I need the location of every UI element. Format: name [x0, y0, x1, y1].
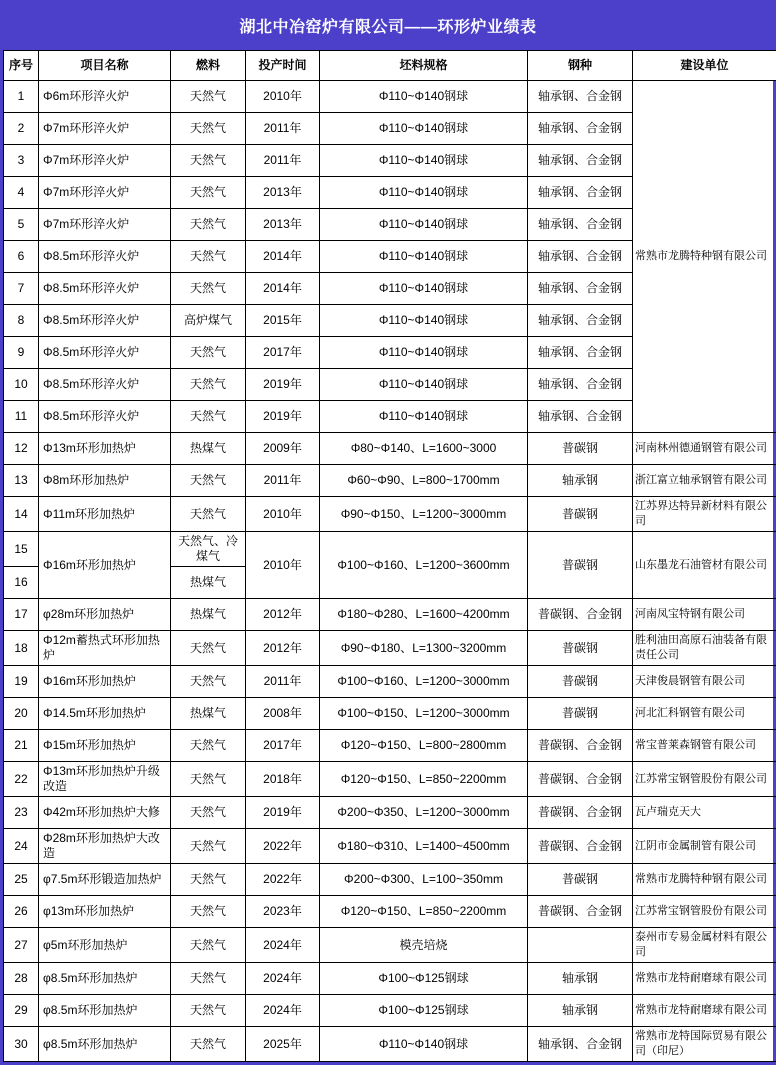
- cell-name: Φ14.5m环形加热炉: [39, 698, 171, 730]
- table-row: [4, 928, 776, 963]
- cell-name: φ8.5m环形加热炉: [39, 1027, 171, 1062]
- cell-steel: 轴承钢、合金钢: [528, 113, 633, 145]
- cell-steel: 普碳钢: [528, 532, 633, 599]
- cell-name: Φ8.5m环形淬火炉: [39, 273, 171, 305]
- cell-year: 2014年: [246, 241, 320, 273]
- cell-steel: 轴承钢、合金钢: [528, 1027, 633, 1062]
- cell-spec: Φ110~Φ140钢球: [320, 401, 528, 433]
- cell-index: 23: [4, 797, 39, 829]
- cell-builder: 常熟市龙特国际贸易有限公司（印尼）: [633, 1027, 776, 1062]
- table-row: [4, 762, 776, 797]
- cell-year: 2022年: [246, 829, 320, 864]
- cell-name: Φ8.5m环形淬火炉: [39, 369, 171, 401]
- cell-name: Φ16m环形加热炉: [39, 666, 171, 698]
- cell-index: 10: [4, 369, 39, 401]
- cell-index: 6: [4, 241, 39, 273]
- cell-steel: 普碳钢: [528, 631, 633, 666]
- cell-index: 16: [4, 567, 39, 599]
- cell-steel: 轴承钢、合金钢: [528, 369, 633, 401]
- cell-fuel: 天然气: [171, 631, 246, 666]
- cell-index: 21: [4, 730, 39, 762]
- cell-name: Φ13m环形加热炉升级改造: [39, 762, 171, 797]
- cell-fuel: 天然气: [171, 666, 246, 698]
- cell-year: 2018年: [246, 762, 320, 797]
- cell-spec: Φ200~Φ300、L=100~350mm: [320, 864, 528, 896]
- cell-year: 2014年: [246, 273, 320, 305]
- cell-builder: 河南凤宝特钢有限公司: [633, 599, 776, 631]
- cell-index: 27: [4, 928, 39, 963]
- cell-name: Φ11m环形加热炉: [39, 497, 171, 532]
- cell-name: Φ28m环形加热炉大改造: [39, 829, 171, 864]
- column-header-builder: 建设单位: [633, 51, 776, 81]
- cell-spec: Φ110~Φ140钢球: [320, 1027, 528, 1062]
- cell-index: 25: [4, 864, 39, 896]
- cell-index: 7: [4, 273, 39, 305]
- header-row: [4, 51, 776, 81]
- cell-steel: 轴承钢、合金钢: [528, 273, 633, 305]
- cell-index: 5: [4, 209, 39, 241]
- table-row: [4, 631, 776, 666]
- cell-fuel: 天然气: [171, 829, 246, 864]
- cell-fuel: 天然气、冷煤气: [171, 532, 246, 567]
- cell-builder: 泰州市专易金属材料有限公司: [633, 928, 776, 963]
- cell-steel: 普碳钢: [528, 433, 633, 465]
- table-row: [4, 599, 776, 631]
- cell-steel: 普碳钢、合金钢: [528, 797, 633, 829]
- table-row: [4, 864, 776, 896]
- cell-builder: 江苏界达特异新材料有限公司: [633, 497, 776, 532]
- cell-fuel: 高炉煤气: [171, 305, 246, 337]
- cell-steel: 轴承钢、合金钢: [528, 241, 633, 273]
- cell-name: Φ13m环形加热炉: [39, 433, 171, 465]
- cell-name: Φ15m环形加热炉: [39, 730, 171, 762]
- cell-spec: Φ100~Φ125钢球: [320, 963, 528, 995]
- cell-steel: 轴承钢: [528, 963, 633, 995]
- cell-spec: 模壳培烧: [320, 928, 528, 963]
- cell-name: Φ8m环形加热炉: [39, 465, 171, 497]
- cell-index: 9: [4, 337, 39, 369]
- table-title: 湖北中冶窑炉有限公司——环形炉业绩表: [3, 3, 773, 50]
- cell-spec: Φ90~Φ180、L=1300~3200mm: [320, 631, 528, 666]
- cell-name: φ8.5m环形加热炉: [39, 995, 171, 1027]
- cell-name: φ28m环形加热炉: [39, 599, 171, 631]
- cell-spec: Φ100~Φ125钢球: [320, 995, 528, 1027]
- cell-fuel: 天然气: [171, 465, 246, 497]
- cell-builder: 浙江富立轴承钢管有限公司: [633, 465, 776, 497]
- cell-builder: 江苏常宝钢管股份有限公司: [633, 896, 776, 928]
- cell-fuel: 热煤气: [171, 433, 246, 465]
- table-row: [4, 730, 776, 762]
- cell-name: Φ8.5m环形淬火炉: [39, 337, 171, 369]
- cell-index: 2: [4, 113, 39, 145]
- cell-spec: Φ180~Φ280、L=1600~4200mm: [320, 599, 528, 631]
- cell-steel: 普碳钢、合金钢: [528, 829, 633, 864]
- table-row: [4, 797, 776, 829]
- cell-year: 2009年: [246, 433, 320, 465]
- cell-fuel: 热煤气: [171, 698, 246, 730]
- cell-name: φ7.5m环形锻造加热炉: [39, 864, 171, 896]
- cell-index: 14: [4, 497, 39, 532]
- cell-fuel: 天然气: [171, 730, 246, 762]
- cell-builder: 常熟市龙特耐磨球有限公司: [633, 963, 776, 995]
- cell-spec: Φ110~Φ140钢球: [320, 337, 528, 369]
- table-row: [4, 497, 776, 532]
- cell-fuel: 天然气: [171, 995, 246, 1027]
- cell-fuel: 天然气: [171, 928, 246, 963]
- cell-fuel: 天然气: [171, 797, 246, 829]
- cell-year: 2023年: [246, 896, 320, 928]
- cell-spec: Φ120~Φ150、L=850~2200mm: [320, 896, 528, 928]
- column-header-name: 项目名称: [39, 51, 171, 81]
- cell-steel: 普碳钢、合金钢: [528, 762, 633, 797]
- cell-year: 2024年: [246, 995, 320, 1027]
- cell-year: 2008年: [246, 698, 320, 730]
- cell-spec: Φ110~Φ140钢球: [320, 305, 528, 337]
- cell-fuel: 天然气: [171, 369, 246, 401]
- cell-steel: 轴承钢、合金钢: [528, 209, 633, 241]
- cell-spec: Φ180~Φ310、L=1400~4500mm: [320, 829, 528, 864]
- cell-steel: 普碳钢、合金钢: [528, 599, 633, 631]
- cell-year: 2010年: [246, 81, 320, 113]
- cell-year: 2019年: [246, 797, 320, 829]
- cell-builder: 常宝普莱森钢管有限公司: [633, 730, 776, 762]
- table-row: [4, 1027, 776, 1062]
- cell-fuel: 热煤气: [171, 567, 246, 599]
- cell-spec: Φ110~Φ140钢球: [320, 177, 528, 209]
- cell-index: 26: [4, 896, 39, 928]
- cell-spec: Φ110~Φ140钢球: [320, 209, 528, 241]
- table-row: [4, 896, 776, 928]
- cell-builder: 胜利油田高原石油装备有限责任公司: [633, 631, 776, 666]
- cell-index: 20: [4, 698, 39, 730]
- cell-name: Φ8.5m环形淬火炉: [39, 305, 171, 337]
- cell-builder: 河南林州德通钢管有限公司: [633, 433, 776, 465]
- table-row: [4, 465, 776, 497]
- cell-fuel: 天然气: [171, 896, 246, 928]
- column-header-steel: 钢种: [528, 51, 633, 81]
- cell-steel: 普碳钢: [528, 864, 633, 896]
- cell-year: 2024年: [246, 928, 320, 963]
- cell-fuel: 天然气: [171, 337, 246, 369]
- cell-index: 13: [4, 465, 39, 497]
- cell-year: 2019年: [246, 369, 320, 401]
- cell-index: 4: [4, 177, 39, 209]
- cell-fuel: 天然气: [171, 81, 246, 113]
- column-header-year: 投产时间: [246, 51, 320, 81]
- cell-steel: 轴承钢、合金钢: [528, 81, 633, 113]
- cell-index: 3: [4, 145, 39, 177]
- cell-steel: 普碳钢、合金钢: [528, 896, 633, 928]
- cell-year: 2022年: [246, 864, 320, 896]
- cell-name: Φ8.5m环形淬火炉: [39, 401, 171, 433]
- cell-index: 12: [4, 433, 39, 465]
- cell-steel: 轴承钢: [528, 995, 633, 1027]
- cell-steel: 轴承钢、合金钢: [528, 305, 633, 337]
- cell-year: 2025年: [246, 1027, 320, 1062]
- cell-spec: Φ60~Φ90、L=800~1700mm: [320, 465, 528, 497]
- column-header-fuel: 燃料: [171, 51, 246, 81]
- cell-year: 2011年: [246, 666, 320, 698]
- cell-year: 2024年: [246, 963, 320, 995]
- cell-name: φ13m环形加热炉: [39, 896, 171, 928]
- table-body: [4, 81, 776, 1062]
- cell-spec: Φ110~Φ140钢球: [320, 81, 528, 113]
- cell-fuel: 天然气: [171, 864, 246, 896]
- cell-steel: 轴承钢: [528, 465, 633, 497]
- cell-fuel: 天然气: [171, 145, 246, 177]
- cell-name: φ5m环形加热炉: [39, 928, 171, 963]
- table-row: [4, 532, 776, 567]
- cell-index: 11: [4, 401, 39, 433]
- cell-index: 19: [4, 666, 39, 698]
- cell-index: 24: [4, 829, 39, 864]
- cell-fuel: 天然气: [171, 401, 246, 433]
- cell-builder: 江苏常宝钢管股份有限公司: [633, 762, 776, 797]
- cell-name: Φ7m环形淬火炉: [39, 209, 171, 241]
- cell-index: 18: [4, 631, 39, 666]
- cell-steel: 普碳钢、合金钢: [528, 730, 633, 762]
- cell-spec: Φ120~Φ150、L=850~2200mm: [320, 762, 528, 797]
- cell-year: 2011年: [246, 145, 320, 177]
- table-row: [4, 433, 776, 465]
- cell-index: 1: [4, 81, 39, 113]
- cell-spec: Φ200~Φ350、L=1200~3000mm: [320, 797, 528, 829]
- cell-builder: 常熟市龙腾特种钢有限公司: [633, 81, 776, 433]
- cell-steel: 普碳钢: [528, 698, 633, 730]
- cell-spec: Φ120~Φ150、L=800~2800mm: [320, 730, 528, 762]
- cell-year: 2010年: [246, 497, 320, 532]
- cell-year: 2017年: [246, 337, 320, 369]
- cell-fuel: 天然气: [171, 1027, 246, 1062]
- cell-name: Φ12m蓄热式环形加热炉: [39, 631, 171, 666]
- cell-year: 2011年: [246, 113, 320, 145]
- cell-spec: Φ110~Φ140钢球: [320, 145, 528, 177]
- cell-builder: 常熟市龙腾特种钢有限公司: [633, 864, 776, 896]
- cell-year: 2012年: [246, 599, 320, 631]
- cell-index: 8: [4, 305, 39, 337]
- cell-name: Φ7m环形淬火炉: [39, 113, 171, 145]
- cell-year: 2015年: [246, 305, 320, 337]
- column-header-spec: 坯料规格: [320, 51, 528, 81]
- cell-spec: Φ110~Φ140钢球: [320, 113, 528, 145]
- cell-index: 15: [4, 532, 39, 567]
- cell-steel: 普碳钢: [528, 497, 633, 532]
- performance-table: [3, 50, 776, 1062]
- table-row: [4, 829, 776, 864]
- table-row: [4, 963, 776, 995]
- cell-builder: 常熟市龙特耐磨球有限公司: [633, 995, 776, 1027]
- cell-year: 2013年: [246, 177, 320, 209]
- cell-builder: 瓦卢瑞克天大: [633, 797, 776, 829]
- cell-steel: 轴承钢、合金钢: [528, 177, 633, 209]
- table-row: [4, 995, 776, 1027]
- cell-fuel: 热煤气: [171, 599, 246, 631]
- cell-spec: Φ110~Φ140钢球: [320, 273, 528, 305]
- cell-index: 22: [4, 762, 39, 797]
- cell-spec: Φ100~Φ160、L=1200~3000mm: [320, 666, 528, 698]
- cell-spec: Φ100~Φ160、L=1200~3600mm: [320, 532, 528, 599]
- cell-fuel: 天然气: [171, 177, 246, 209]
- cell-index: 29: [4, 995, 39, 1027]
- cell-fuel: 天然气: [171, 762, 246, 797]
- cell-builder: 天津俊晨钢管有限公司: [633, 666, 776, 698]
- cell-index: 17: [4, 599, 39, 631]
- cell-builder: 河北汇科钢管有限公司: [633, 698, 776, 730]
- table-header: [4, 51, 776, 81]
- cell-fuel: 天然气: [171, 113, 246, 145]
- cell-index: 28: [4, 963, 39, 995]
- table-row: [4, 666, 776, 698]
- cell-index: 30: [4, 1027, 39, 1062]
- cell-builder: 山东墨龙石油管材有限公司: [633, 532, 776, 599]
- cell-name: Φ6m环形淬火炉: [39, 81, 171, 113]
- cell-fuel: 天然气: [171, 497, 246, 532]
- cell-builder: 江阴市金属制管有限公司: [633, 829, 776, 864]
- cell-year: 2010年: [246, 532, 320, 599]
- cell-steel: 轴承钢、合金钢: [528, 401, 633, 433]
- cell-year: 2012年: [246, 631, 320, 666]
- cell-spec: Φ80~Φ140、L=1600~3000: [320, 433, 528, 465]
- cell-name: Φ7m环形淬火炉: [39, 145, 171, 177]
- cell-fuel: 天然气: [171, 241, 246, 273]
- cell-year: 2013年: [246, 209, 320, 241]
- cell-spec: Φ110~Φ140钢球: [320, 241, 528, 273]
- cell-name: Φ8.5m环形淬火炉: [39, 241, 171, 273]
- cell-year: 2017年: [246, 730, 320, 762]
- cell-year: 2019年: [246, 401, 320, 433]
- cell-steel: 轴承钢、合金钢: [528, 337, 633, 369]
- cell-name: Φ42m环形加热炉大修: [39, 797, 171, 829]
- cell-name: φ8.5m环形加热炉: [39, 963, 171, 995]
- cell-fuel: 天然气: [171, 273, 246, 305]
- cell-year: 2011年: [246, 465, 320, 497]
- column-header-index: 序号: [4, 51, 39, 81]
- cell-spec: Φ110~Φ140钢球: [320, 369, 528, 401]
- cell-name: Φ16m环形加热炉: [39, 532, 171, 599]
- cell-spec: Φ90~Φ150、L=1200~3000mm: [320, 497, 528, 532]
- cell-name: Φ7m环形淬火炉: [39, 177, 171, 209]
- table-row: [4, 698, 776, 730]
- cell-steel: [528, 928, 633, 963]
- cell-spec: Φ100~Φ150、L=1200~3000mm: [320, 698, 528, 730]
- cell-steel: 普碳钢: [528, 666, 633, 698]
- cell-fuel: 天然气: [171, 963, 246, 995]
- cell-fuel: 天然气: [171, 209, 246, 241]
- cell-steel: 轴承钢、合金钢: [528, 145, 633, 177]
- table-row: [4, 81, 776, 113]
